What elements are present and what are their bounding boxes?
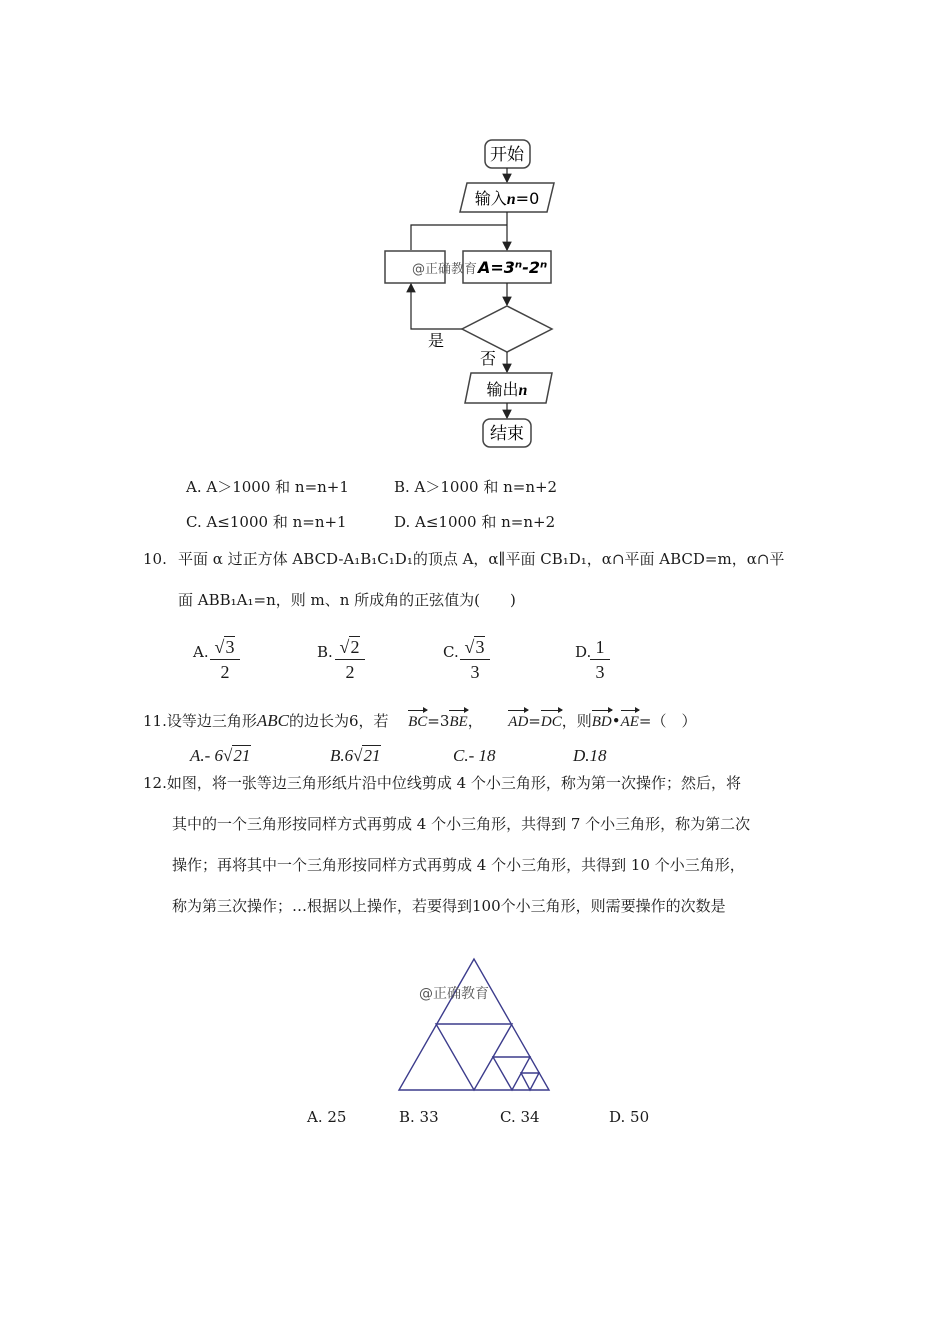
q11-stem: 11.设等边三角形ABC的边长为6，若 BC=3BE， AD=DC，则BD•AE=（ ） [143,711,697,730]
q10-option-a-label: A. [193,643,209,661]
q11-option-c: C.- 18 [453,746,496,765]
q10-option-c-label: C. [443,643,459,661]
q11-option-a: A.- 6√21 [190,746,251,765]
q10-option-a-frac: √3 2 [210,636,240,683]
watermark-text: @正确教育 [412,262,478,277]
flowchart [370,130,580,460]
q12-option-c: C. 34 [500,1108,540,1126]
q11-option-d: D.18 [573,746,607,765]
q12-line4: 称为第三次操作；…根据以上操作，若要得到100个小三角形，则需要操作的次数是 [172,897,726,915]
q12-option-b: B. 33 [399,1108,439,1126]
q10-option-b-label: B. [317,643,333,661]
input-label: 输入n=0 [474,189,540,208]
q11-option-b: B.6√21 [330,746,381,765]
q10-number: 10. [143,550,167,568]
end-label: 结束 [490,424,524,444]
figure-watermark: @正确教育 [419,986,489,1002]
q10-option-b-frac: √2 2 [335,636,365,683]
q9-option-d: D. A≤1000 和 n=n+2 [394,513,556,531]
yes-label: 是 [428,331,445,350]
q9-option-b: B. A＞1000 和 n=n+2 [394,478,558,496]
q10-option-d-label: D. [575,643,592,661]
q9-option-a: A. A＞1000 和 n=n+1 [186,478,349,496]
q12-option-a: A. 25 [307,1108,347,1126]
triangle-figure [395,955,555,1095]
q10-line2: 面 ABB₁A₁=n，则 m、n 所成角的正弦值为( ) [178,591,516,609]
third-cut-triangle [521,1073,539,1090]
decision-node [462,306,552,352]
q12-line1: 12.如图，将一张等边三角形纸片沿中位线剪成 4 个小三角形，称为第一次操作；然后，将 [143,774,741,792]
output-label: 输出n [486,380,528,399]
start-label: 开始 [490,145,524,165]
q12-line3: 操作；再将其中一个三角形按同样方式再剪成 4 个小三角形，共得到 10 个小三角形， [172,856,745,874]
q10-line1: 平面 α 过正方体 ABCD-A₁B₁C₁D₁的顶点 A，α∥平面 CB₁D₁，α∩平面 ABCD=m，α∩平 [178,550,785,568]
no-label: 否 [480,349,497,368]
q12-option-d: D. 50 [609,1108,650,1126]
q12-line2: 其中的一个三角形按同样方式再剪成 4 个小三角形，共得到 7 个小三角形，称为第二次 [172,815,751,833]
q10-option-c-frac: √3 3 [460,636,490,683]
q9-option-c: C. A≤1000 和 n=n+1 [186,513,347,531]
q10-option-d-frac: 1 3 [590,636,610,683]
formula-label: A=3ⁿ-2ⁿ [478,258,548,277]
